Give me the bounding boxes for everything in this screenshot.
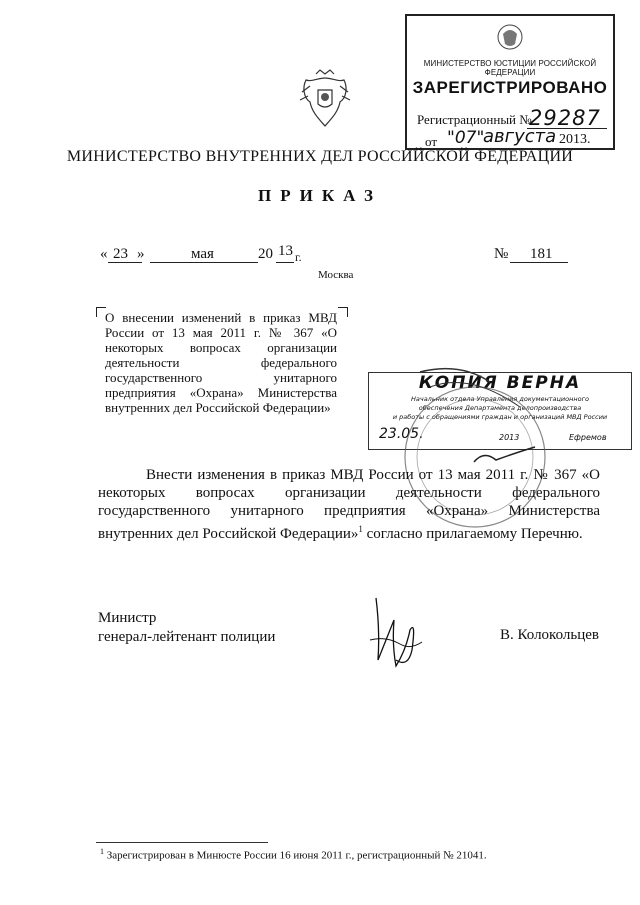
ministry-title: МИНИСТЕРСТВО ВНУТРЕННИХ ДЕЛ РОССИЙСКОЙ ФЕДЕРАЦИИ [66,148,574,165]
subject-bracket-top-right [338,307,348,317]
footnote-rule [96,842,268,843]
order-number-label: № [494,246,509,262]
body-footnote-ref: 1 [358,524,363,534]
stamp-number-label: Регистрационный № [417,112,532,127]
body-end-text: согласно прилагаемому Перечню. [362,526,583,542]
footnote-mark: 1 [100,847,104,856]
copy-stamp-date: 23.05. [379,426,424,442]
copy-stamp-line2: обеспечения Департамента делопроизводства [418,404,582,412]
order-number-underline [510,262,568,263]
copy-stamp-signer: Ефремов [569,433,607,442]
signer-position [98,609,275,647]
stamp-ministry-name: МИНИСТЕРСТВО ЮСТИЦИИ РОССИЙСКОЙ ФЕДЕРАЦИИ [423,59,597,77]
order-body [98,466,600,543]
stamp-date-prefix: от [425,134,438,149]
stamp-number-value: 29287 [529,106,601,130]
handwritten-signature-icon [366,590,426,674]
copy-stamp-line3: и работы с обращениями граждан и организаций МВД России [392,413,608,421]
body-main-text: Внести изменения в приказ МВД России от 13 мая 2011 г. № 367 «О некоторых вопросах организации деятельности федерального государственного унитарного предприятия «Охрана» Министерства внутренних дел Российской Федерации» [98,467,600,542]
date-month: мая [191,246,214,262]
date-year-underline [276,262,294,263]
copy-stamp-line1: Начальник отдела Управления документационного [410,395,590,403]
footnote-text: Зарегистрирован в Минюсте России 16 июня 2011 г., регистрационный № 21041. [106,849,487,862]
document-type-title: ПРИКАЗ [258,186,382,205]
date-year-abbr: г. [295,250,302,264]
signer-name: В. Колокольцев [500,627,599,643]
signer-position-line2: генерал-лейтенант полиции [98,629,276,645]
date-day: 23 [113,246,128,262]
copy-stamp-year: 2013 [499,433,520,442]
order-number: 181 [530,246,553,262]
stamp-date-month: августа [483,126,557,147]
city-label: Москва [318,269,354,281]
stamp-date-year: 2013. [559,132,591,147]
date-quote-open: « [100,246,108,262]
date-day-underline [108,262,142,263]
registration-stamp [405,14,615,150]
small-coat-of-arms-icon [495,22,525,52]
stamp-registered-title: ЗАРЕГИСТРИРОВАНО [412,78,608,97]
copy-stamp-title: КОПИЯ ВЕРНА [418,373,582,393]
date-quote-close: » [137,246,145,262]
footnote [100,847,487,862]
order-subject: О внесении изменений в приказ МВД России от 13 мая 2011 г. № 367 «О некоторых вопросах организации деятельности федерального государственного унитарного предприятия «Охрана» Министерства внутренних дел Российской Федерации» [105,310,337,415]
signer-position-line1: Министр [98,610,157,626]
date-year-suffix: 13 [278,243,293,259]
stamp-date-day: "07" [447,128,485,148]
coat-of-arms-icon [296,68,354,132]
date-year-prefix: 20 [258,246,273,262]
